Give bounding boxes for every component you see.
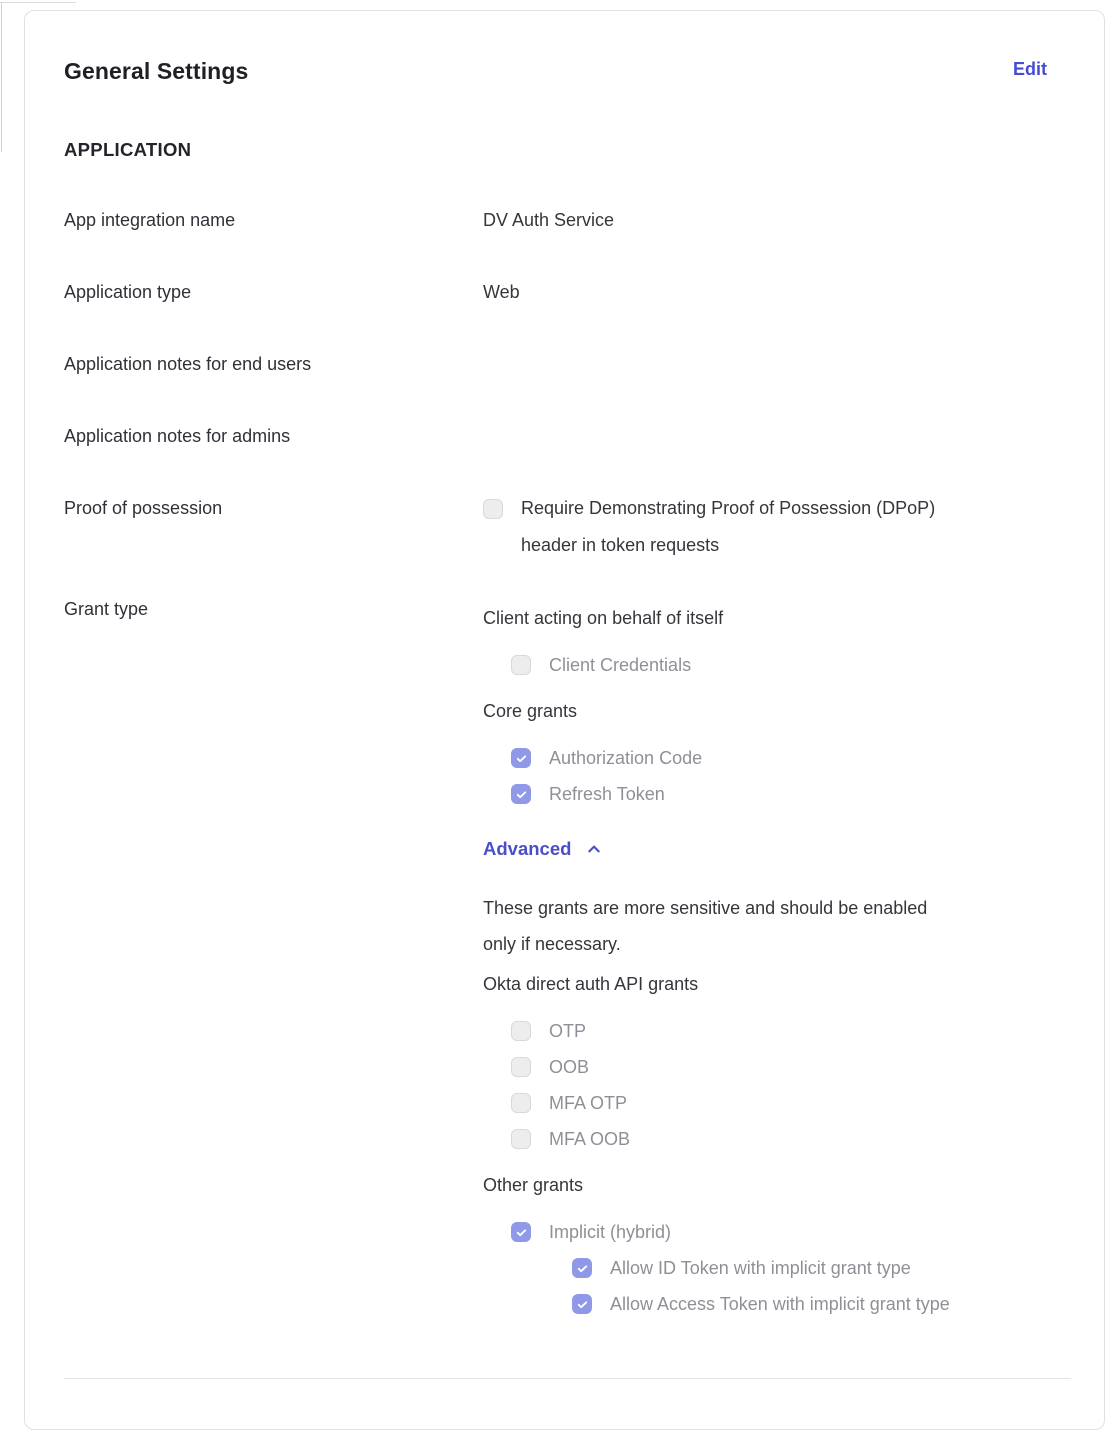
oob-checkbox[interactable] [511, 1057, 531, 1077]
checkbox-row-authorization-code [511, 748, 1047, 768]
adjacent-panel-edge-left [1, 2, 2, 152]
checkbox-row-mfa-otp [511, 1093, 1047, 1113]
edit-button[interactable]: Edit [1013, 59, 1047, 79]
field-label: Grant type [64, 599, 149, 619]
checkbox-row-allow-id-token [572, 1258, 1047, 1278]
checkbox-row-refresh-token [511, 784, 1047, 804]
grant-group-heading-core: Core grants [483, 701, 578, 721]
field-label: Proof of possession [64, 498, 223, 518]
advanced-note: These grants are more sensitive and should be enabled only if necessary. [483, 898, 928, 954]
allow-access-token-checkbox[interactable] [572, 1294, 592, 1314]
adjacent-panel-edge-top [0, 2, 76, 3]
client-credentials-checkbox[interactable] [511, 655, 531, 675]
field-row-proof-of-possession [64, 498, 1047, 564]
advanced-toggle[interactable] [483, 838, 1047, 860]
checkbox-label: Allow ID Token with implicit grant type [610, 1258, 911, 1278]
checkbox-row-otp [511, 1021, 1047, 1041]
mfa-oob-checkbox[interactable] [511, 1129, 531, 1149]
check-icon [576, 1262, 589, 1275]
otp-checkbox[interactable] [511, 1021, 531, 1041]
checkbox-row-dpop [483, 498, 1047, 564]
check-icon [515, 752, 528, 765]
check-icon [515, 788, 528, 801]
checkbox-row-allow-access-token [572, 1294, 1047, 1314]
grant-group-heading-client: Client acting on behalf of itself [483, 608, 724, 628]
allow-id-token-checkbox[interactable] [572, 1258, 592, 1278]
section-heading-application: APPLICATION [64, 139, 192, 160]
field-label: Application notes for admins [64, 426, 291, 446]
field-value [483, 426, 1047, 446]
checkbox-row-client-credentials [511, 655, 1047, 675]
refresh-token-checkbox[interactable] [511, 784, 531, 804]
authorization-code-checkbox[interactable] [511, 748, 531, 768]
checkbox-label: OTP [549, 1021, 587, 1041]
checkbox-label: MFA OOB [549, 1129, 631, 1149]
field-row-grant-type [64, 599, 1047, 1314]
field-value: DV Auth Service [483, 210, 615, 230]
field-row-application-type [64, 282, 1047, 302]
field-value [483, 498, 1047, 564]
checkbox-label: Refresh Token [549, 784, 665, 804]
dpop-checkbox[interactable] [483, 499, 503, 519]
checkbox-label: MFA OTP [549, 1093, 628, 1113]
checkbox-label: OOB [549, 1057, 590, 1077]
chevron-up-icon [586, 841, 602, 857]
grant-group-heading-other: Other grants [483, 1175, 584, 1195]
checkbox-label: Authorization Code [549, 748, 703, 768]
checkbox-label: Client Credentials [549, 655, 692, 675]
card-header [64, 58, 1047, 85]
field-value: Web [483, 282, 520, 302]
field-row-notes-end-users [64, 354, 1047, 374]
check-icon [576, 1298, 589, 1311]
grant-type-options [483, 599, 1047, 1314]
implicit-hybrid-checkbox[interactable] [511, 1222, 531, 1242]
general-settings-card [24, 10, 1105, 1430]
page-title: General Settings [64, 58, 249, 84]
checkbox-row-oob [511, 1057, 1047, 1077]
mfa-otp-checkbox[interactable] [511, 1093, 531, 1113]
checkbox-row-implicit-hybrid [511, 1222, 1047, 1242]
field-label: App integration name [64, 210, 236, 230]
field-row-notes-admins [64, 426, 1047, 446]
checkbox-label: Require Demonstrating Proof of Possession (DPoP) header in token requests [521, 498, 936, 555]
field-value [483, 354, 1047, 374]
field-label: Application type [64, 282, 192, 302]
checkbox-row-mfa-oob [511, 1129, 1047, 1149]
field-row-app-integration-name [64, 210, 1047, 230]
grant-group-heading-direct-auth: Okta direct auth API grants [483, 974, 699, 994]
check-icon [515, 1226, 528, 1239]
section-divider [64, 1378, 1071, 1379]
field-label: Application notes for end users [64, 354, 312, 374]
checkbox-label: Allow Access Token with implicit grant type [610, 1294, 950, 1314]
advanced-toggle-label: Advanced [483, 838, 572, 859]
checkbox-label: Implicit (hybrid) [549, 1222, 672, 1242]
